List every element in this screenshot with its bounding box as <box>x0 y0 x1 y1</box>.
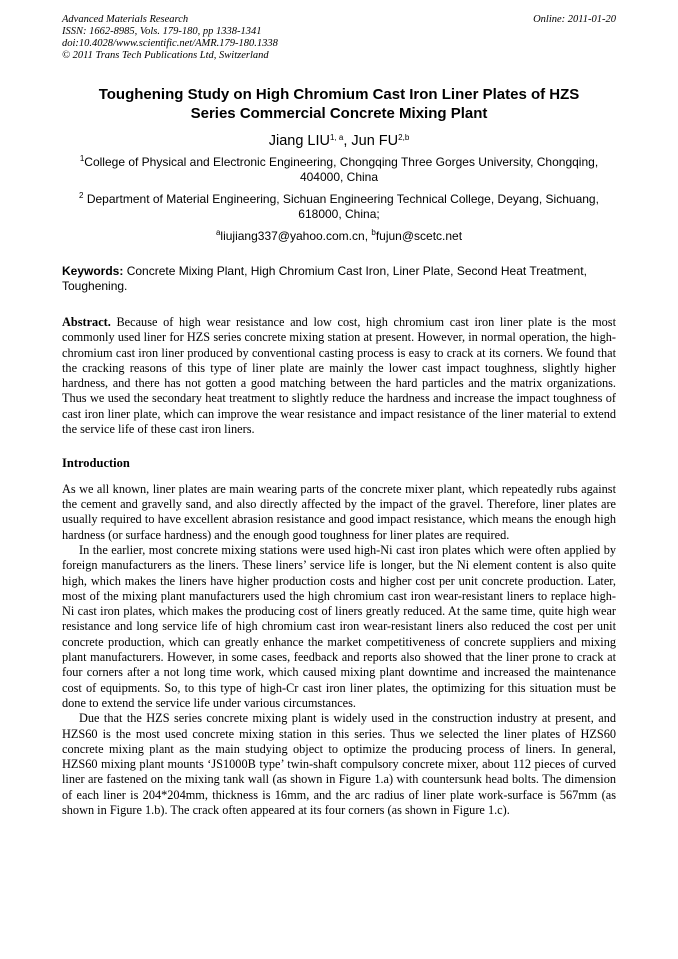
author-name: Jiang LIU <box>268 133 330 149</box>
copyright-line: © 2011 Trans Tech Publications Ltd, Switzerland <box>62 50 269 61</box>
author-name: Jun FU <box>351 133 399 149</box>
affiliation-text: College of Physical and Electronic Engineering, Chongqing Three Gorges University, Chongqing, 404000, China <box>84 155 599 184</box>
journal-name: Advanced Materials Research <box>62 14 189 25</box>
author-list <box>62 132 616 150</box>
email-separator: , <box>364 229 372 243</box>
section-heading-introduction: Introduction <box>62 456 130 471</box>
email-marker: b <box>371 228 376 237</box>
author-affiliation-marker: 1, a <box>329 133 344 142</box>
journal-header <box>62 14 616 62</box>
author-affiliation-marker: 2,b <box>398 133 410 142</box>
doi-line: doi:10.4028/www.scientific.net/AMR.179-180.1338 <box>62 38 278 49</box>
affiliation <box>62 192 616 222</box>
body-paragraph: Due that the HZS series concrete mixing plant is widely used in the construction industry at present, and HZS60 is the most used concrete mixing station in this series. Thus we selected the liner plates of HZS60 concrete mixing plant as the main studying object to optimize the producing process of liners. In general, HZS60 mixing plant mounts ‘JS1000B type’ twin-shaft compulsory concrete mixer, about 112 pieces of curved liner are fastened on the mixing tank wall (as shown in Figure 1.a) with countersunk head bolts. The dimension of each liner is 204*204mm, thickness is 16mm, and the arc radius of liner plate work-surface is 567mm (as shown in Figure 1.b). The crack often appeared at its four corners (as shown in Figure 1.c). <box>62 711 616 817</box>
email-marker: a <box>215 228 221 237</box>
title-line-1: Toughening Study on High Chromium Cast Iron Liner Plates of HZS <box>98 86 580 103</box>
abstract-text: Because of high wear resistance and low cost, high chromium cast iron liner plate is the most commonly used liner for HZS series concrete mixing station at present. However, in normal operation, the high-chromium cast iron liner produced by conventional casting process is easy to crack at its corners. We found that the cracking reasons of this type of liner plate are mainly the lower cast impact toughness, slightly higher hardness, and there has not gotten a good matching between the hard particles and the matrix organizations. Thus we used the secondary heat treatment to slightly reduce the hardness and increase the impact toughness of cast iron liner plate, which can improve the wear resistance and impact resistance of the liner material to extend the service life of these cast iron liners. <box>62 315 616 437</box>
keywords <box>62 264 616 294</box>
issn-line: ISSN: 1662-8985, Vols. 179-180, pp 1338-1341 <box>62 26 262 37</box>
keywords-text: Concrete Mixing Plant, High Chromium Cast Iron, Liner Plate, Second Heat Treatment, Toughening. <box>62 264 587 293</box>
title-line-2: Series Commercial Concrete Mixing Plant <box>190 105 488 122</box>
abstract-label: Abstract. <box>62 315 111 329</box>
author-separator: , <box>343 133 352 149</box>
author-emails <box>62 229 616 244</box>
affiliation-marker: 2 <box>79 191 84 200</box>
affiliation-marker: 1 <box>79 154 85 163</box>
keywords-label: Keywords: <box>62 264 124 278</box>
email-address[interactable]: liujiang337@yahoo.com.cn <box>220 229 365 243</box>
online-date: Online: 2011-01-20 <box>533 14 616 25</box>
affiliation <box>62 155 616 185</box>
body-paragraph: In the earlier, most concrete mixing stations were used high-Ni cast iron plates which were often applied by foreign manufacturers as the liners. These liners’ service life is longer, but the Ni element content is also quite high, which makes the liners have higher production costs and higher cost per unit concrete production. Later, most of the mixing plant manufacturers used the high chromium cast iron wear-resistant liners to replace high-Ni cast iron plates, which makes the producing cost of liners greatly reduced. At the same time, quite high wear resistance and long service life of high chromium cast iron wear-resistant liners also reduced the cost per unit concrete production, which can greatly enhance the market competitiveness of concrete suppliers and mixing plant manufacturers. However, in some cases, feedback and reports also showed that the liner prone to crack at four corners after a not long time work, which caused mixing plant downtime and increased the maintenance cost of equipments. So, to this type of high-Cr cast iron liner plates, the optimizing for this situation must be done to extend the service life under various circumstances. <box>62 542 616 710</box>
email-address[interactable]: fujun@scetc.net <box>375 229 463 243</box>
body-paragraph: As we all known, liner plates are main wearing parts of the concrete mixer plant, which repeatedly rubs against the cement and gravelly sand, and also directly affected by the impact of the gravel. Therefore, liner plates are usually required to have excellent abrasion resistance and good impact resistance, which means the enough high hardness (or surface hardness) and the enough good toughness for liner plates are required. <box>62 481 616 542</box>
paper-title <box>62 85 616 123</box>
abstract <box>62 315 616 437</box>
affiliation-text: Department of Material Engineering, Sichuan Engineering Technical College, Deyang, Sichuang, 618000, China; <box>83 192 599 221</box>
